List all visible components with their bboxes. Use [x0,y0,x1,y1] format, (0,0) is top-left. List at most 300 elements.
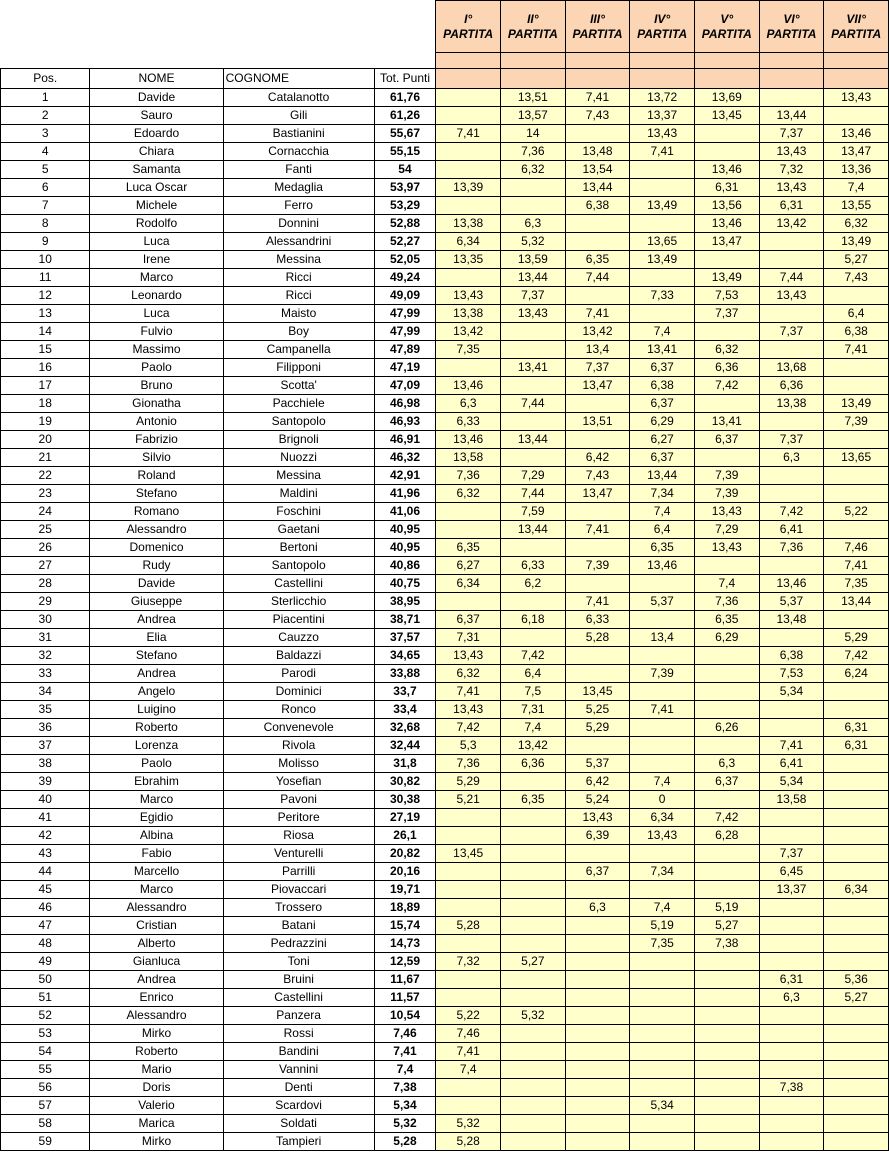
cell-game-5[interactable]: 7,37 [694,305,759,323]
cell-game-7[interactable]: 13,36 [824,161,889,179]
cell-game-1[interactable]: 7,41 [436,683,501,701]
cell-game-7[interactable] [824,467,889,485]
cell-game-5[interactable]: 6,37 [694,773,759,791]
game-header-4[interactable]: IV° PARTITA [630,1,695,53]
cell-game-2[interactable] [501,917,566,935]
cell-game-5[interactable] [694,323,759,341]
cell-game-3[interactable]: 6,39 [565,827,630,845]
cell-game-5[interactable]: 13,47 [694,233,759,251]
cell-nome[interactable]: Antonio [90,413,223,431]
cell-cognome[interactable]: Castellini [223,989,374,1007]
cell-game-6[interactable] [759,1061,824,1079]
cell-nome[interactable]: Alessandro [90,1007,223,1025]
cell-game-6[interactable]: 13,43 [759,179,824,197]
cell-game-5[interactable]: 7,29 [694,521,759,539]
cell-cognome[interactable]: Rivola [223,737,374,755]
cell-game-6[interactable]: 7,41 [759,737,824,755]
cell-tot[interactable]: 47,09 [374,377,436,395]
cell-game-1[interactable]: 5,29 [436,773,501,791]
cell-game-6[interactable]: 7,38 [759,1079,824,1097]
cell-game-7[interactable]: 13,43 [824,89,889,107]
cell-game-5[interactable]: 13,49 [694,269,759,287]
cell-game-3[interactable] [565,503,630,521]
cell-cognome[interactable]: Sterlicchio [223,593,374,611]
cell-tot[interactable]: 41,96 [374,485,436,503]
cell-tot[interactable]: 37,57 [374,629,436,647]
cell-cognome[interactable]: Santopolo [223,413,374,431]
cell-game-4[interactable]: 13,72 [630,89,695,107]
cell-cognome[interactable]: Messina [223,251,374,269]
cell-game-7[interactable]: 7,4 [824,179,889,197]
cell-pos[interactable]: 59 [1,1133,90,1151]
cell-tot[interactable]: 19,71 [374,881,436,899]
cell-nome[interactable]: Samanta [90,161,223,179]
cell-nome[interactable]: Marcello [90,863,223,881]
cell-game-7[interactable]: 5,36 [824,971,889,989]
cell-nome[interactable]: Massimo [90,341,223,359]
cell-game-2[interactable]: 6,2 [501,575,566,593]
cell-game-7[interactable]: 13,49 [824,395,889,413]
cell-game-1[interactable] [436,1097,501,1115]
cell-game-7[interactable] [824,1007,889,1025]
cell-game-3[interactable]: 5,25 [565,701,630,719]
cell-game-2[interactable] [501,1097,566,1115]
cell-game-4[interactable]: 5,34 [630,1097,695,1115]
cell-game-3[interactable] [565,971,630,989]
cell-game-5[interactable] [694,971,759,989]
cell-pos[interactable]: 4 [1,143,90,161]
cell-tot[interactable]: 32,68 [374,719,436,737]
cell-game-2[interactable]: 7,59 [501,503,566,521]
cell-game-1[interactable]: 13,45 [436,845,501,863]
cell-pos[interactable]: 50 [1,971,90,989]
cell-game-7[interactable]: 7,39 [824,413,889,431]
cell-game-5[interactable] [694,143,759,161]
cell-cognome[interactable]: Yosefian [223,773,374,791]
cell-nome[interactable]: Marco [90,791,223,809]
cell-game-5[interactable] [694,881,759,899]
cell-game-1[interactable]: 6,37 [436,611,501,629]
cell-tot[interactable]: 33,4 [374,701,436,719]
cell-game-2[interactable]: 7,5 [501,683,566,701]
cell-pos[interactable]: 3 [1,125,90,143]
cell-pos[interactable]: 35 [1,701,90,719]
cell-game-2[interactable] [501,377,566,395]
cell-pos[interactable]: 36 [1,719,90,737]
cell-pos[interactable]: 45 [1,881,90,899]
cell-game-3[interactable]: 7,43 [565,107,630,125]
cell-game-1[interactable]: 6,32 [436,665,501,683]
cell-game-4[interactable] [630,1133,695,1151]
cell-game-3[interactable]: 6,42 [565,449,630,467]
cell-game-5[interactable] [694,1025,759,1043]
cell-game-6[interactable]: 13,38 [759,395,824,413]
cell-game-3[interactable] [565,881,630,899]
cell-game-5[interactable] [694,1061,759,1079]
cell-game-7[interactable]: 13,65 [824,449,889,467]
cell-game-2[interactable]: 6,36 [501,755,566,773]
cell-pos[interactable]: 39 [1,773,90,791]
cell-pos[interactable]: 19 [1,413,90,431]
cell-game-7[interactable]: 7,43 [824,269,889,287]
cell-game-6[interactable]: 6,3 [759,449,824,467]
cell-game-1[interactable]: 6,34 [436,233,501,251]
cell-game-3[interactable] [565,1115,630,1133]
cell-pos[interactable]: 24 [1,503,90,521]
cell-pos[interactable]: 18 [1,395,90,413]
cell-nome[interactable]: Roland [90,467,223,485]
cell-game-2[interactable]: 6,3 [501,215,566,233]
cell-game-4[interactable]: 6,35 [630,539,695,557]
cell-cognome[interactable]: Vannini [223,1061,374,1079]
cell-game-3[interactable]: 5,28 [565,629,630,647]
cell-game-2[interactable] [501,881,566,899]
cell-game-1[interactable]: 13,46 [436,431,501,449]
cell-game-2[interactable]: 13,59 [501,251,566,269]
cell-game-1[interactable]: 13,42 [436,323,501,341]
cell-game-3[interactable] [565,1097,630,1115]
cell-tot[interactable]: 46,91 [374,431,436,449]
cell-cognome[interactable]: Catalanotto [223,89,374,107]
cell-game-2[interactable] [501,341,566,359]
cell-game-3[interactable]: 7,37 [565,359,630,377]
cell-game-2[interactable] [501,539,566,557]
cell-game-6[interactable] [759,899,824,917]
cell-game-4[interactable] [630,683,695,701]
cell-tot[interactable]: 47,99 [374,305,436,323]
cell-game-3[interactable] [565,935,630,953]
cell-game-4[interactable]: 6,37 [630,359,695,377]
cell-game-7[interactable]: 5,29 [824,629,889,647]
cell-pos[interactable]: 41 [1,809,90,827]
cell-nome[interactable]: Luigino [90,701,223,719]
cell-game-4[interactable]: 13,46 [630,557,695,575]
cell-nome[interactable]: Davide [90,575,223,593]
cell-game-1[interactable]: 7,36 [436,755,501,773]
cell-cognome[interactable]: Brignoli [223,431,374,449]
cell-game-5[interactable] [694,1097,759,1115]
cell-cognome[interactable]: Piacentini [223,611,374,629]
cell-game-3[interactable] [565,737,630,755]
cell-game-5[interactable]: 13,46 [694,161,759,179]
cell-game-1[interactable] [436,359,501,377]
cell-game-7[interactable]: 6,24 [824,665,889,683]
cell-game-5[interactable] [694,449,759,467]
cell-game-4[interactable]: 7,34 [630,485,695,503]
cell-game-4[interactable]: 7,41 [630,143,695,161]
cell-game-7[interactable]: 13,46 [824,125,889,143]
cell-game-7[interactable] [824,1043,889,1061]
cell-nome[interactable]: Sauro [90,107,223,125]
cell-game-7[interactable]: 13,55 [824,197,889,215]
cell-game-5[interactable] [694,1133,759,1151]
cell-game-2[interactable] [501,413,566,431]
cell-game-3[interactable]: 6,3 [565,899,630,917]
cell-game-4[interactable] [630,989,695,1007]
cell-tot[interactable]: 12,59 [374,953,436,971]
cell-game-4[interactable] [630,1079,695,1097]
cell-game-4[interactable]: 5,37 [630,593,695,611]
cell-game-6[interactable] [759,413,824,431]
cell-cognome[interactable]: Ferro [223,197,374,215]
cell-game-5[interactable] [694,125,759,143]
cell-game-2[interactable]: 13,41 [501,359,566,377]
cell-pos[interactable]: 32 [1,647,90,665]
cell-pos[interactable]: 28 [1,575,90,593]
cell-pos[interactable]: 54 [1,1043,90,1061]
cell-cognome[interactable]: Ricci [223,287,374,305]
cell-game-6[interactable]: 13,43 [759,143,824,161]
cell-tot[interactable]: 54 [374,161,436,179]
cell-game-3[interactable]: 6,35 [565,251,630,269]
cell-game-2[interactable]: 7,36 [501,143,566,161]
cell-tot[interactable]: 40,95 [374,539,436,557]
cell-cognome[interactable]: Pavoni [223,791,374,809]
cell-nome[interactable]: Marco [90,269,223,287]
cell-game-2[interactable] [501,179,566,197]
cell-pos[interactable]: 40 [1,791,90,809]
cell-game-3[interactable] [565,125,630,143]
cell-cognome[interactable]: Parrilli [223,863,374,881]
cell-cognome[interactable]: Denti [223,1079,374,1097]
cell-tot[interactable]: 55,67 [374,125,436,143]
cell-game-7[interactable]: 13,47 [824,143,889,161]
cell-cognome[interactable]: Messina [223,467,374,485]
cell-game-4[interactable]: 6,27 [630,431,695,449]
cell-cognome[interactable]: Scardovi [223,1097,374,1115]
cell-cognome[interactable]: Dominici [223,683,374,701]
cell-cognome[interactable]: Scotta' [223,377,374,395]
cell-nome[interactable]: Giuseppe [90,593,223,611]
cell-pos[interactable]: 51 [1,989,90,1007]
cell-game-4[interactable] [630,1061,695,1079]
cell-tot[interactable]: 30,38 [374,791,436,809]
cell-game-6[interactable]: 7,37 [759,431,824,449]
cell-game-3[interactable]: 6,42 [565,773,630,791]
cell-game-4[interactable]: 6,37 [630,449,695,467]
cell-game-5[interactable]: 6,29 [694,629,759,647]
cell-game-1[interactable]: 7,31 [436,629,501,647]
cell-tot[interactable]: 41,06 [374,503,436,521]
cell-game-3[interactable] [565,395,630,413]
cell-tot[interactable]: 7,46 [374,1025,436,1043]
cell-game-2[interactable] [501,197,566,215]
cell-cognome[interactable]: Pedrazzini [223,935,374,953]
cell-game-1[interactable]: 7,42 [436,719,501,737]
cell-cognome[interactable]: Ronco [223,701,374,719]
cell-game-7[interactable] [824,917,889,935]
cell-nome[interactable]: Luca Oscar [90,179,223,197]
cell-game-7[interactable] [824,683,889,701]
cell-game-6[interactable]: 13,48 [759,611,824,629]
cell-game-4[interactable] [630,737,695,755]
cell-game-6[interactable]: 13,42 [759,215,824,233]
cell-tot[interactable]: 26,1 [374,827,436,845]
cell-game-3[interactable]: 13,44 [565,179,630,197]
game-header-6[interactable]: VI° PARTITA [759,1,824,53]
cell-game-4[interactable]: 0 [630,791,695,809]
cell-game-6[interactable]: 6,38 [759,647,824,665]
cell-nome[interactable]: Gionatha [90,395,223,413]
cell-game-5[interactable]: 6,26 [694,719,759,737]
cell-game-2[interactable] [501,323,566,341]
cell-game-3[interactable]: 5,29 [565,719,630,737]
cell-game-4[interactable] [630,1043,695,1061]
cell-game-6[interactable] [759,233,824,251]
cell-tot[interactable]: 46,32 [374,449,436,467]
cell-game-1[interactable]: 13,39 [436,179,501,197]
cell-game-6[interactable]: 13,43 [759,287,824,305]
cell-game-6[interactable] [759,557,824,575]
cell-game-5[interactable]: 6,3 [694,755,759,773]
cell-cognome[interactable]: Baldazzi [223,647,374,665]
cell-game-1[interactable]: 5,22 [436,1007,501,1025]
cell-nome[interactable]: Mirko [90,1025,223,1043]
cell-game-5[interactable]: 6,32 [694,341,759,359]
cell-tot[interactable]: 38,95 [374,593,436,611]
cell-game-4[interactable] [630,575,695,593]
cell-game-5[interactable]: 13,43 [694,539,759,557]
cell-nome[interactable]: Gianluca [90,953,223,971]
cell-cognome[interactable]: Nuozzi [223,449,374,467]
cell-game-7[interactable]: 7,41 [824,341,889,359]
cell-game-7[interactable]: 13,44 [824,593,889,611]
cell-game-5[interactable]: 7,39 [694,485,759,503]
cell-game-3[interactable] [565,1061,630,1079]
cell-tot[interactable]: 47,99 [374,323,436,341]
cell-nome[interactable]: Andrea [90,665,223,683]
cell-game-3[interactable] [565,1025,630,1043]
cell-game-3[interactable] [565,233,630,251]
cell-game-2[interactable]: 13,43 [501,305,566,323]
cell-game-1[interactable]: 6,32 [436,485,501,503]
cell-game-4[interactable]: 13,4 [630,629,695,647]
cell-tot[interactable]: 52,27 [374,233,436,251]
cell-game-3[interactable] [565,1007,630,1025]
cell-nome[interactable]: Paolo [90,755,223,773]
cell-game-5[interactable] [694,1043,759,1061]
cell-nome[interactable]: Domenico [90,539,223,557]
cell-game-2[interactable]: 14 [501,125,566,143]
cell-nome[interactable]: Leonardo [90,287,223,305]
cell-game-2[interactable]: 7,37 [501,287,566,305]
cell-game-5[interactable] [694,701,759,719]
cell-game-5[interactable]: 13,46 [694,215,759,233]
cell-tot[interactable]: 20,82 [374,845,436,863]
cell-game-1[interactable]: 13,43 [436,647,501,665]
cell-game-6[interactable] [759,719,824,737]
cell-game-6[interactable]: 13,68 [759,359,824,377]
cell-game-7[interactable] [824,359,889,377]
cell-game-5[interactable] [694,557,759,575]
game-header-1[interactable]: I° PARTITA [436,1,501,53]
cell-game-3[interactable]: 7,41 [565,305,630,323]
cell-game-2[interactable]: 7,44 [501,395,566,413]
cell-game-5[interactable] [694,989,759,1007]
cell-pos[interactable]: 38 [1,755,90,773]
cell-tot[interactable]: 55,15 [374,143,436,161]
cell-game-6[interactable]: 6,31 [759,971,824,989]
cell-nome[interactable]: Ebrahim [90,773,223,791]
cell-game-7[interactable] [824,899,889,917]
cell-game-1[interactable] [436,899,501,917]
cell-game-3[interactable]: 13,51 [565,413,630,431]
cell-game-4[interactable] [630,1115,695,1133]
cell-game-1[interactable]: 13,35 [436,251,501,269]
cell-game-2[interactable]: 5,27 [501,953,566,971]
cell-nome[interactable]: Egidio [90,809,223,827]
cell-tot[interactable]: 5,34 [374,1097,436,1115]
cell-game-1[interactable] [436,935,501,953]
cell-tot[interactable]: 42,91 [374,467,436,485]
cell-game-6[interactable]: 6,36 [759,377,824,395]
cell-game-4[interactable]: 5,19 [630,917,695,935]
cell-game-1[interactable] [436,161,501,179]
cell-nome[interactable]: Alberto [90,935,223,953]
cell-game-6[interactable] [759,341,824,359]
cell-cognome[interactable]: Venturelli [223,845,374,863]
cell-pos[interactable]: 11 [1,269,90,287]
cell-game-1[interactable] [436,863,501,881]
cell-cognome[interactable]: Trossero [223,899,374,917]
cell-nome[interactable]: Chiara [90,143,223,161]
cell-game-4[interactable] [630,1007,695,1025]
cell-nome[interactable]: Andrea [90,611,223,629]
cell-cognome[interactable]: Rossi [223,1025,374,1043]
cell-pos[interactable]: 34 [1,683,90,701]
cell-game-5[interactable]: 5,19 [694,899,759,917]
cell-cognome[interactable]: Molisso [223,755,374,773]
cell-game-6[interactable]: 7,53 [759,665,824,683]
cell-game-3[interactable]: 5,37 [565,755,630,773]
cell-game-2[interactable] [501,809,566,827]
cell-game-4[interactable] [630,845,695,863]
cell-game-6[interactable]: 6,45 [759,863,824,881]
cell-nome[interactable]: Elia [90,629,223,647]
cell-game-6[interactable] [759,485,824,503]
cell-cognome[interactable]: Convenevole [223,719,374,737]
cell-game-2[interactable] [501,773,566,791]
cell-game-1[interactable]: 5,32 [436,1115,501,1133]
cell-tot[interactable]: 32,44 [374,737,436,755]
cell-game-7[interactable] [824,935,889,953]
cell-game-7[interactable] [824,1097,889,1115]
cell-game-4[interactable] [630,179,695,197]
cell-game-2[interactable]: 13,51 [501,89,566,107]
cell-game-1[interactable]: 7,36 [436,467,501,485]
cell-tot[interactable]: 33,88 [374,665,436,683]
cell-game-4[interactable] [630,611,695,629]
cell-nome[interactable]: Enrico [90,989,223,1007]
cell-game-7[interactable] [824,1133,889,1151]
cell-nome[interactable]: Doris [90,1079,223,1097]
cell-cognome[interactable]: Maisto [223,305,374,323]
cell-game-2[interactable] [501,629,566,647]
cell-game-1[interactable] [436,1079,501,1097]
cell-game-6[interactable] [759,701,824,719]
cell-game-5[interactable] [694,251,759,269]
cell-game-2[interactable] [501,1043,566,1061]
cell-tot[interactable]: 5,32 [374,1115,436,1133]
cell-game-6[interactable]: 5,37 [759,593,824,611]
cell-tot[interactable]: 46,98 [374,395,436,413]
cell-game-1[interactable] [436,503,501,521]
cell-game-7[interactable] [824,791,889,809]
cell-game-5[interactable]: 7,42 [694,377,759,395]
cell-game-1[interactable] [436,197,501,215]
cell-game-3[interactable] [565,989,630,1007]
cell-pos[interactable]: 31 [1,629,90,647]
